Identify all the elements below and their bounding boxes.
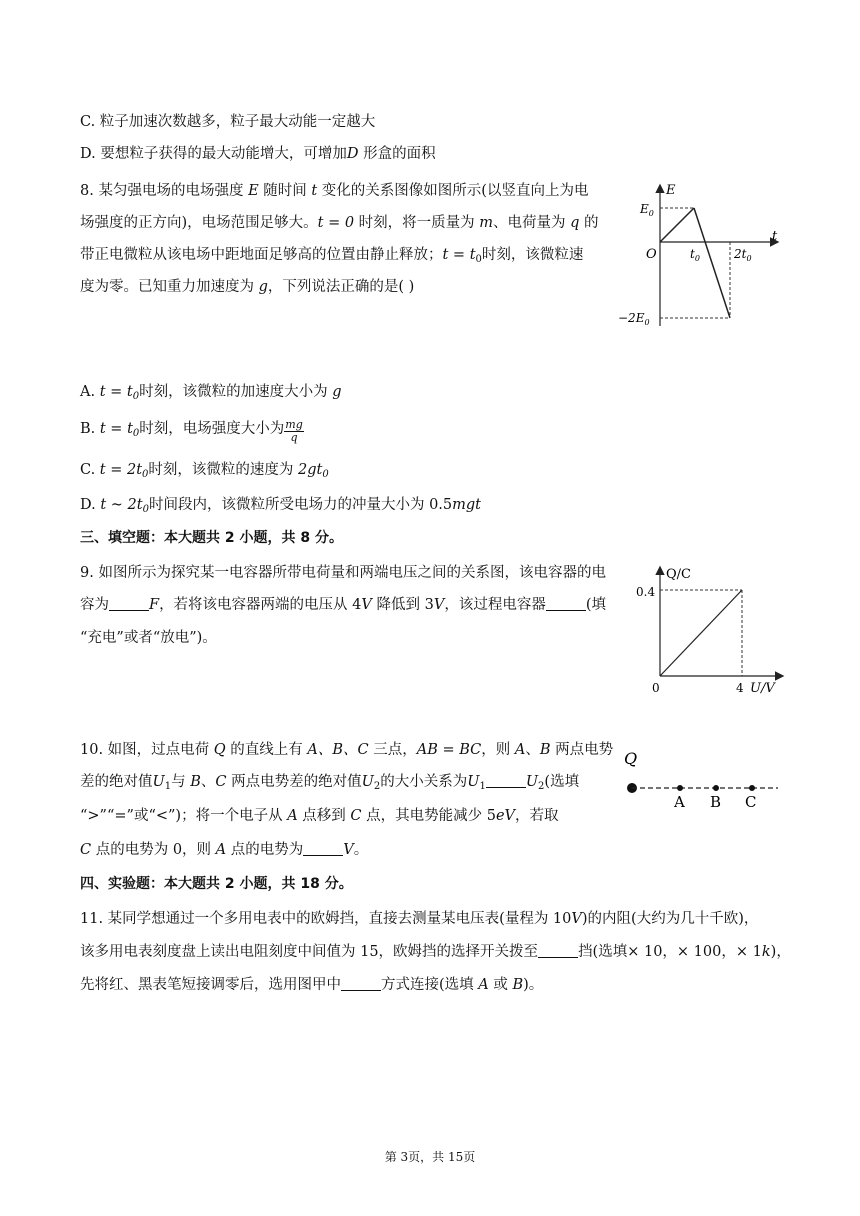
q10-line-1: 10. 如图，过点电荷 Q 的直线上有 A、B、C 三点，AB = BC，则 A、B 两点电势 [80,742,614,758]
label-0-4: 0.4 [636,585,656,599]
axis-e-label: E [666,183,676,198]
blank-ohm-range[interactable] [538,943,578,958]
e-rise-line [660,208,694,242]
axis-q-label: Q/C [666,567,691,582]
label-b: B [710,793,722,811]
q11-line-3: 先将红、黑表笔短接调零后，选用图甲中 方式连接(选填 A 或 B)。 [80,977,544,993]
q10-line-4: C 点的电势为 0，则 A 点的电势为 V。 [80,842,369,858]
blank-charge-discharge[interactable] [546,596,586,611]
option-c-prev: C. 粒子加速次数越多，粒子最大动能一定越大 [80,114,376,130]
label-neg2e0: $-2E_0$ [618,311,650,327]
e-fall-line [694,208,730,318]
label-origin: O [646,247,657,262]
q10-line-2: 差的绝对值$U_1$与 B、C 两点电势差的绝对值$U_2$的大小关系为$U_1$ $U_2$(选填 [80,774,580,792]
q11-line-1: 11. 某同学想通过一个多用电表中的欧姆挡，直接去测量某电压表(量程为 10V)的内阻(大约为几十千欧)， [80,911,759,927]
fraction-mg-q: $\frac{mg}{q}$ [285,418,303,444]
label-t0: $t_0$ [690,247,700,263]
option-d-prev: D. 要想粒子获得的最大动能增大，可增加D 形盒的面积 [80,146,436,162]
q8-line-1: 8. 某匀强电场的电场强度 E 随时间 t 变化的关系图像如图所示(以竖直向上为电 [80,183,589,199]
q8-option-a: A. $t = t_0$时刻，该微粒的加速度大小为 g [80,384,342,402]
q9-line-2: 容为 F，若将该电容器两端的电压从 4V 降低到 3V，该过程电容器 (填 [80,597,606,613]
label-four: 4 [736,681,744,695]
q8-option-d: D. t ~ $2t_0$时间段内，该微粒所受电场力的冲量大小为 0.5mgt [80,497,481,515]
blank-potential-a[interactable] [303,841,343,856]
q10-charge-line-figure [618,744,788,814]
label-zero: 0 [652,681,660,695]
q8-option-b: B. $t = t_0$时刻，电场强度大小为 $\frac{mg}{q}$ [80,418,303,444]
point-a [677,785,683,791]
point-b [713,785,719,791]
q8-e-t-graph [612,176,782,336]
q8-line-2: 场强度的正方向)，电场范围足够大。t = 0 时刻，将一质量为 m、电荷量为 q 的 [80,215,599,231]
q10-line-3: “>”“=”或“<”)；将一个电子从 A 点移到 C 点，其电势能减少 5eV，若取 [80,808,559,824]
q8-line-4: 度为零。已知重力加速度为 g，下列说法正确的是( ) [80,279,415,295]
q8-line-3: 带正电微粒从该电场中距地面足够高的位置由静止释放；$t = t_0$时刻，该微粒速 [80,247,584,265]
q9-line-3: “充电”或者“放电”)。 [80,630,217,646]
q11-line-2: 该多用电表刻度盘上读出电阻刻度中间值为 15，欧姆挡的选择开关拨至 挡(选填× 10，× 100，× 1k)， [80,944,791,960]
section-3-heading: 三、填空题：本大题共 2 小题，共 8 分。 [80,530,343,546]
label-c: C [745,793,757,811]
point-c [749,785,755,791]
blank-u-relation[interactable] [486,773,526,788]
q8-option-c: C. $t = 2t_0$时刻，该微粒的速度为 $2gt_0$ [80,462,329,480]
label-e0: $E_0$ [640,202,654,218]
axis-t-label: t [772,229,778,244]
label-a: A [674,793,685,811]
axis-u-label: U/V [750,681,775,696]
label-q: Q [624,749,638,768]
q9-q-u-graph [630,558,790,698]
label-2t0: $2t_0$ [734,247,752,263]
page-footer: 第 3页，共 15页 [384,1150,476,1164]
q9-line-1: 9. 如图所示为探究某一电容器所带电荷量和两端电压之间的关系图，该电容器的电 [80,565,606,581]
q-u-line [660,590,742,676]
section-4-heading: 四、实验题：本大题共 2 小题，共 18 分。 [80,876,353,892]
blank-capacitance[interactable] [109,596,149,611]
blank-connection-method[interactable] [341,976,381,991]
